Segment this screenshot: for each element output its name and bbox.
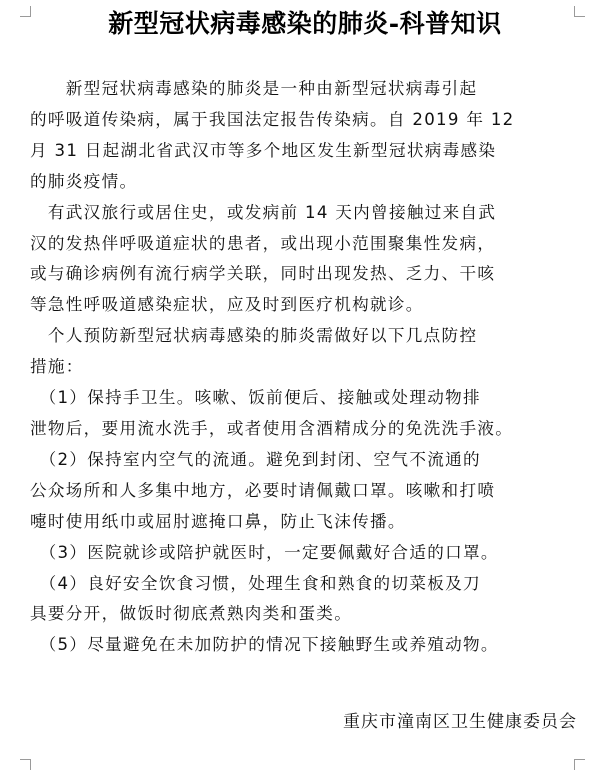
text-line: 措施： — [30, 357, 84, 377]
text-line: （3）医院就诊或陪护就医时，一定要佩戴好合适的口罩。 — [30, 542, 499, 562]
text-line: 具要分开，做饭时彻底煮熟肉类和蛋类。 — [30, 604, 353, 624]
text-line: 公众场所和人多集中地方，必要时请佩戴口罩。咳嗽和打喷 — [30, 480, 496, 500]
text-line: 等急性呼吸道感染症状，应及时到医疗机构就诊。 — [30, 295, 424, 315]
text-line: 个人预防新型冠状病毒感染的肺炎需做好以下几点防控 — [30, 326, 478, 346]
issuer-signature: 重庆市潼南区卫生健康委员会 — [343, 712, 577, 732]
text-line: （2）保持室内空气的流通。避免到封闭、空气不流通的 — [30, 449, 481, 469]
text-line: 月 31 日起湖北省武汉市等多个地区发生新型冠状病毒感染 — [30, 140, 497, 160]
text-line: 嚏时使用纸巾或屈肘遮掩口鼻，防止飞沫传播。 — [30, 511, 406, 531]
text-line: 的呼吸道传染病，属于我国法定报告传染病。自 2019 年 12 — [30, 109, 515, 129]
text-line: 或与确诊病例有流行病学关联，同时出现发热、乏力、干咳 — [30, 264, 496, 284]
text-line: 有武汉旅行或居住史，或发病前 14 天内曾接触过来自武 — [30, 202, 497, 222]
text-line: 新型冠状病毒感染的肺炎是一种由新型冠状病毒引起 — [30, 79, 478, 98]
document-page — [30, 0, 580, 776]
text-line: （4）良好安全饮食习惯，处理生食和熟食的切菜板及刀 — [30, 573, 481, 593]
text-line: （1）保持手卫生。咳嗽、饭前便后、接触或处理动物排 — [30, 388, 481, 408]
document-title: 新型冠状病毒感染的肺炎-科普知识 — [108, 9, 502, 38]
document-body — [30, 74, 580, 661]
text-line: 泄物后，要用流水洗手，或者使用含酒精成分的免洗洗手液。 — [30, 418, 514, 438]
text-line: 汉的发热伴呼吸道症状的患者，或出现小范围聚集性发病， — [30, 233, 496, 253]
text-line: （5）尽量避免在未加防护的情况下接触野生或养殖动物。 — [30, 635, 499, 655]
text-line: 的肺炎疫情。 — [30, 171, 138, 191]
